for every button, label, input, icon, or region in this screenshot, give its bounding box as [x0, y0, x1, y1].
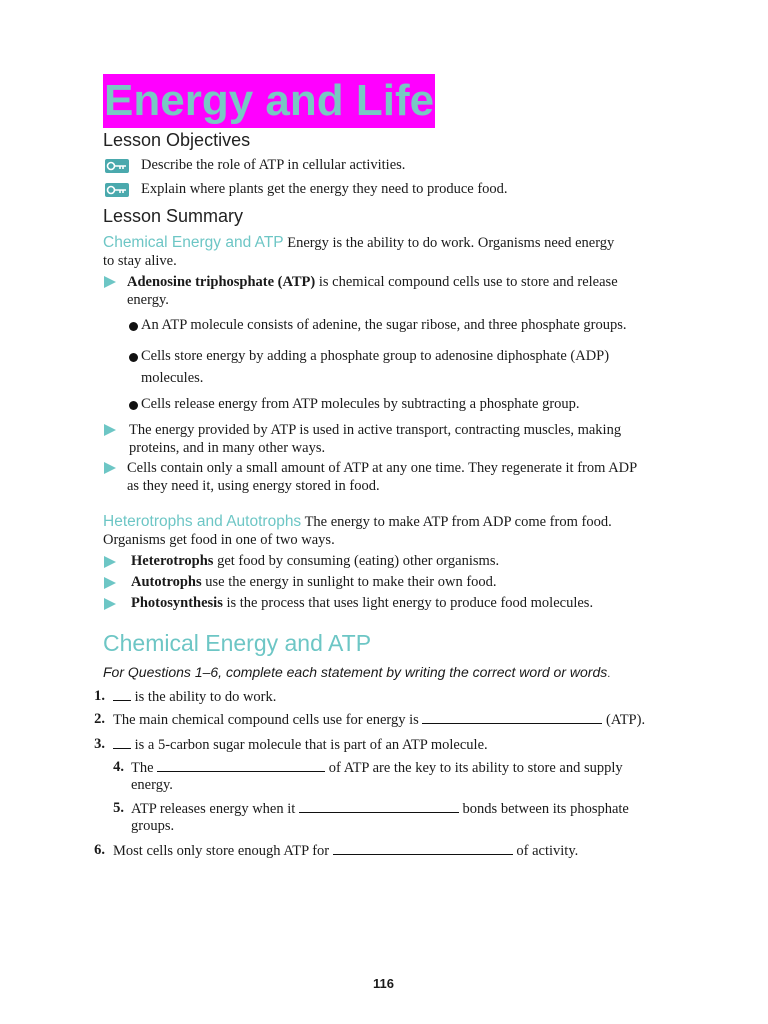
chemical-energy-subhead: Chemical Energy and ATP — [103, 234, 284, 251]
objective-item: Explain where plants get the energy they need to produce food. — [141, 181, 508, 197]
answer-blank-3[interactable] — [113, 736, 131, 749]
exercise-instructions — [103, 664, 610, 680]
key-icon — [105, 159, 129, 173]
atp-definition-cont: energy. — [127, 292, 169, 308]
question-2 — [113, 711, 645, 729]
triangle-bullet-icon — [104, 462, 116, 474]
exercise-heading: Chemical Energy and ATP — [103, 630, 372, 656]
chemical-energy-text-cont: to stay alive. — [103, 253, 177, 269]
instructions-text: For Questions 1–6, complete each statement by writing the correct word or words — [103, 664, 608, 680]
triangle-bullet-icon — [104, 424, 116, 436]
question-text: ATP releases energy when it — [131, 801, 299, 817]
instructions-period: . — [607, 668, 611, 680]
answer-blank-5[interactable] — [299, 800, 459, 813]
chemical-energy-text: Energy is the ability to do work. Organisms need energy — [287, 235, 615, 251]
question-text: The — [131, 760, 158, 776]
page-number: 116 — [373, 976, 394, 991]
page-title: Energy and Life — [103, 74, 435, 128]
heterotrophs-definition: get food by consuming (eating) other organisms. — [213, 553, 500, 569]
atp-amount-text: Cells contain only a small amount of ATP at any one time. They regenerate it from ADP — [127, 460, 638, 476]
sub-bullet-cont: molecules. — [141, 370, 204, 386]
atp-amount-bullet — [127, 459, 687, 495]
question-number: 5. — [113, 800, 124, 816]
question-1 — [113, 688, 276, 706]
bullet-dot-icon — [129, 401, 138, 410]
question-4 — [131, 759, 623, 794]
key-icon — [105, 183, 129, 197]
sub-bullet: Cells store energy by adding a phosphate group to adenosine diphosphate (ADP) — [141, 348, 610, 364]
triangle-bullet-icon — [104, 577, 116, 589]
energy-use-text-cont: proteins, and in many other ways. — [129, 440, 326, 456]
energy-use-text: The energy provided by ATP is used in active transport, contracting muscles, making — [129, 422, 622, 438]
sub-bullet: Cells release energy from ATP molecules by subtracting a phosphate group. — [141, 396, 580, 412]
question-text: of activity. — [512, 843, 579, 859]
heterotrophs-intro — [103, 513, 683, 549]
question-text-cont: energy. — [131, 777, 173, 793]
objective-item: Describe the role of ATP in cellular activities. — [141, 157, 406, 173]
atp-term: Adenosine triphosphate (ATP) — [127, 274, 316, 290]
question-6 — [113, 842, 578, 860]
heterotrophs-text-cont: Organisms get food in one of two ways. — [103, 532, 335, 548]
question-text-cont: groups. — [131, 818, 175, 834]
atp-definition: is chemical compound cells use to store and release — [315, 274, 618, 290]
heterotrophs-subhead: Heterotrophs and Autotrophs — [103, 513, 302, 530]
heterotrophs-bullet — [131, 553, 499, 570]
photosynthesis-term: Photosynthesis — [131, 595, 223, 611]
autotrophs-term: Autotrophs — [131, 574, 202, 590]
question-text: is the ability to do work. — [131, 689, 277, 705]
heterotrophs-text: The energy to make ATP from ADP come from food. — [304, 514, 612, 530]
question-number: 3. — [94, 736, 105, 752]
question-3 — [113, 736, 488, 754]
bullet-dot-icon — [129, 322, 138, 331]
photosynthesis-bullet — [131, 595, 593, 612]
atp-amount-text-cont: as they need it, using energy stored in food. — [127, 478, 380, 494]
autotrophs-definition: use the energy in sunlight to make their own food. — [201, 574, 497, 590]
lesson-objectives-heading: Lesson Objectives — [103, 130, 251, 150]
triangle-bullet-icon — [104, 556, 116, 568]
answer-blank-2[interactable] — [422, 711, 602, 724]
photosynthesis-definition: is the process that uses light energy to produce food molecules. — [222, 595, 594, 611]
answer-blank-4[interactable] — [157, 759, 325, 772]
question-number: 4. — [113, 759, 124, 775]
question-text: bonds between its phosphate — [458, 801, 629, 817]
question-text: Most cells only store enough ATP for — [113, 843, 333, 859]
sub-bullet: An ATP molecule consists of adenine, the sugar ribose, and three phosphate groups. — [141, 317, 627, 333]
answer-blank-6[interactable] — [333, 842, 513, 855]
triangle-bullet-icon — [104, 598, 116, 610]
bullet-dot-icon — [129, 353, 138, 362]
energy-use-bullet — [129, 421, 669, 457]
question-number: 6. — [94, 842, 105, 858]
chemical-energy-intro — [103, 234, 673, 270]
question-text: is a 5-carbon sugar molecule that is part of an ATP molecule. — [131, 737, 488, 753]
answer-blank-1[interactable] — [113, 688, 131, 701]
question-text: of ATP are the key to its ability to store and supply — [325, 760, 623, 776]
triangle-bullet-icon — [104, 276, 116, 288]
heterotrophs-term: Heterotrophs — [131, 553, 214, 569]
question-number: 2. — [94, 711, 105, 727]
atp-bullet — [127, 273, 667, 309]
lesson-summary-heading: Lesson Summary — [103, 206, 244, 226]
question-text: The main chemical compound cells use for energy is — [113, 712, 423, 728]
question-5 — [131, 800, 629, 835]
question-text: (ATP). — [602, 712, 646, 728]
question-number: 1. — [94, 688, 105, 704]
autotrophs-bullet — [131, 574, 497, 591]
